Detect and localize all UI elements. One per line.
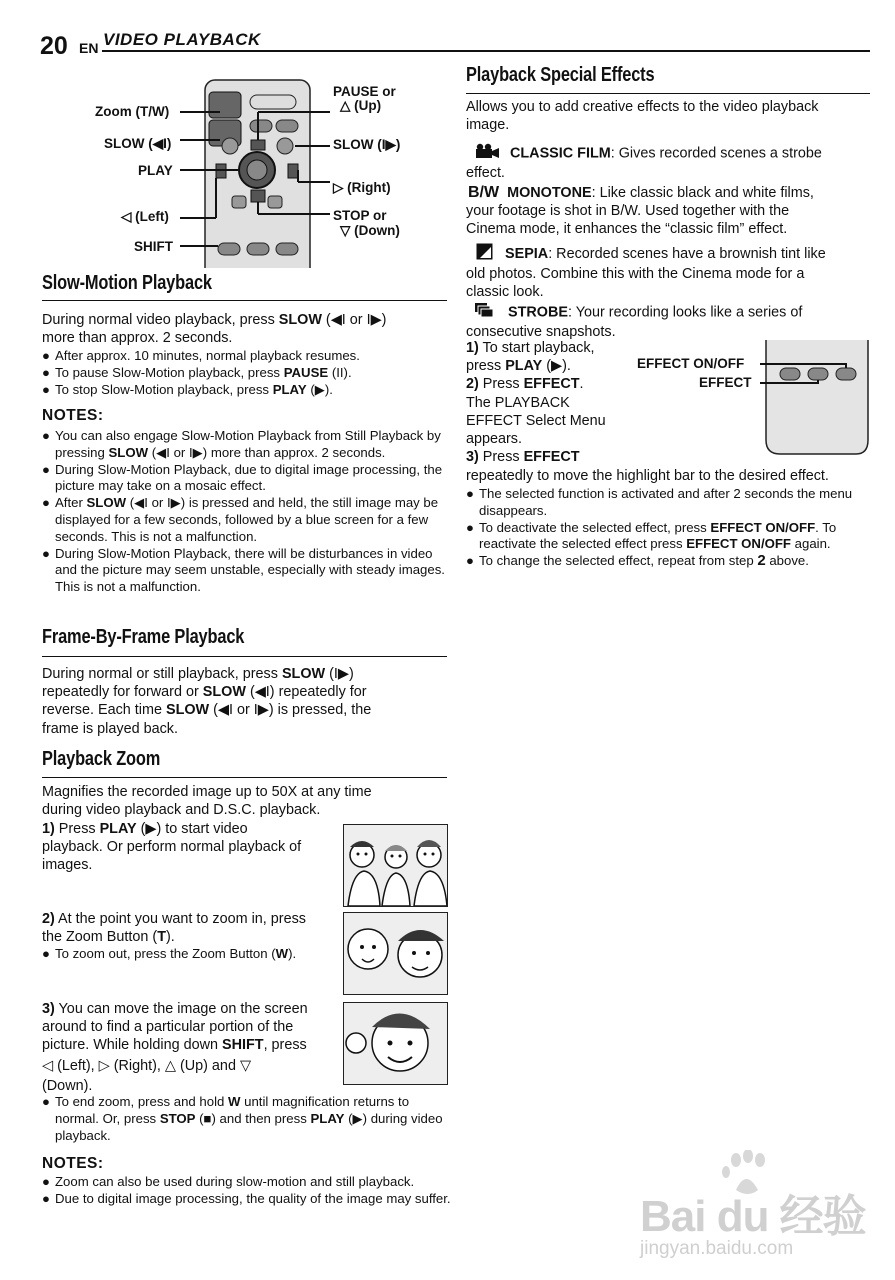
list-item: ● You can also engage Slow-Motion Playback from Still Playback by pressing SLOW (◀I or I▶) more than approx. 2 seconds. <box>42 428 441 460</box>
list-item: ● To pause Slow-Motion playback, press PAUSE (II). <box>42 364 352 380</box>
effect-remote-illustration <box>760 340 870 457</box>
section-title-slow-motion: Slow-Motion Playback <box>42 272 212 294</box>
zoom-step-2: 2) At the point you want to zoom in, press the Zoom Button (T). <box>42 911 306 946</box>
list-item: ● After SLOW (◀I or I▶) is pressed and held, the still image may be displayed for a few seconds, followed by a blue screen for a few seconds. This is not a malfunction. <box>42 495 439 544</box>
effect-remote-diagram <box>760 340 870 457</box>
film-camera-icon <box>474 143 500 164</box>
slow-motion-notes <box>42 428 447 596</box>
zoom-image-2 <box>343 912 448 995</box>
label-effect-onoff: EFFECT ON/OFF <box>637 356 745 371</box>
list-item: ● The selected function is activated and after 2 seconds the menu disappears. <box>466 486 853 518</box>
zoom-step-1: 1) Press PLAY (▶) to start video playback. Or perform normal playback of images. <box>42 821 302 874</box>
zoom-image-3 <box>343 1002 448 1085</box>
bw-icon: B/W <box>468 184 500 201</box>
sepia-icon <box>476 243 493 265</box>
divider <box>466 93 870 94</box>
zoom-step-2-bullet <box>42 946 342 963</box>
list-item: ● To deactivate the selected effect, press EFFECT ON/OFF. To reactivate the selected effect press EFFECT ON/OFF again. <box>466 519 837 552</box>
list-item: ● Due to digital image processing, the quality of the image may suffer. <box>42 1190 451 1206</box>
slow-motion-bullets <box>42 348 452 398</box>
zoom-step-3: 3) You can move the image on the screen around to find a particular portion of the picture. While holding down SHIFT, press ◁ (Left), ▷ (Right), △ (Up) and ▽ (Down). <box>42 1001 308 1094</box>
label-right: ▷ (Right) <box>333 180 391 195</box>
list-item: ● After approx. 10 minutes, normal playback resumes. <box>42 348 360 363</box>
strobe-steps: 1) To start playback, press PLAY (▶). 2) Press EFFECT. The PLAYBACK EFFECT Select Menu appears. 3) Press EFFECT <box>466 340 606 466</box>
label-stop: STOP or <box>333 208 387 223</box>
list-item: ● During Slow-Motion Playback, due to digital image processing, the picture may take on a mosaic effect. <box>42 461 443 494</box>
label-pause: PAUSE or <box>333 84 396 99</box>
effect-monotone: B/W MONOTONE: Like classic black and white films, your footage is shot in B/W. Used together with the Cinema mode, it enhances the “classic film” effect. <box>466 184 814 238</box>
effect-sepia: SEPIA: Recorded scenes have a brownish tint like old photos. Combine this with the Cinema mode for a classic look. <box>466 243 870 302</box>
section-header: VIDEO PLAYBACK <box>103 30 261 49</box>
list-item: ● During Slow-Motion Playback, there will be disturbances in video and the picture may seem unstable, especially with steady images. This is not a malfunction. <box>42 545 445 595</box>
page-number: 20 <box>40 32 68 60</box>
zoom-end-bullet <box>42 1094 452 1144</box>
section-title-frame-by-frame: Frame-By-Frame Playback <box>42 626 245 648</box>
label-zoom: Zoom (T/W) <box>95 104 170 119</box>
cartoon-closeup-image <box>344 1003 447 1084</box>
watermark <box>640 1150 880 1270</box>
label-left: ◁ (Left) <box>121 209 169 224</box>
frame-by-frame-text: During normal or still playback, press SLOW (I▶) repeatedly for forward or SLOW (◀I) repeatedly for reverse. Each time SLOW (◀I or I▶) is pressed, the frame is played back. <box>42 666 372 737</box>
list-item: ● To end zoom, press and hold W until magnification returns to normal. Or, press STOP (■) and then press PLAY (▶) during video playback. <box>42 1094 443 1143</box>
strobe-step-3-cont: repeatedly to move the highlight bar to the desired effect. <box>466 468 829 484</box>
slow-motion-intro: During normal video playback, press SLOW (◀I or I▶) more than approx. 2 seconds. <box>42 312 387 347</box>
label-down: ▽ (Down) <box>340 223 400 238</box>
zoom-notes <box>42 1174 452 1208</box>
cartoon-zoom-image <box>344 913 447 994</box>
list-item: ● Zoom can also be used during slow-motion and still playback. <box>42 1174 415 1189</box>
label-up: △ (Up) <box>340 98 382 113</box>
effects-bullets <box>466 486 876 570</box>
strobe-icon <box>474 302 496 323</box>
divider <box>42 656 447 657</box>
effects-intro: Allows you to add creative effects to the video playback image. <box>466 99 819 134</box>
language-code: EN <box>79 40 99 56</box>
label-slow-left: SLOW (◀I) <box>104 136 172 151</box>
divider <box>42 777 447 778</box>
zoom-image-1 <box>343 824 448 907</box>
list-item: ● To stop Slow-Motion playback, press PLAY (▶). <box>42 381 333 397</box>
effect-classic-film: CLASSIC FILM: Gives recorded scenes a strobe effect. <box>466 143 870 182</box>
divider <box>42 300 447 301</box>
list-item: ● To zoom out, press the Zoom Button (W). <box>42 946 297 961</box>
effect-strobe: STROBE: Your recording looks like a series of consecutive snapshots. <box>466 302 870 341</box>
list-item: ● To change the selected effect, repeat from step 2 above. <box>466 552 809 570</box>
label-slow-right: SLOW (I▶) <box>333 137 401 152</box>
watermark-url: jingyan.baidu.com <box>640 1238 794 1259</box>
cartoon-group-image <box>344 825 447 906</box>
notes-heading: NOTES: <box>42 407 104 424</box>
section-title-effects: Playback Special Effects <box>466 64 655 86</box>
label-shift: SHIFT <box>134 239 173 254</box>
watermark-brand: Bai du 经验 <box>640 1192 866 1241</box>
header-rule <box>102 50 870 52</box>
section-title-playback-zoom: Playback Zoom <box>42 748 161 770</box>
notes-heading: NOTES: <box>42 1155 104 1172</box>
label-effect: EFFECT <box>699 375 752 390</box>
zoom-intro: Magnifies the recorded image up to 50X at any time during video playback and D.S.C. playback. <box>42 784 372 819</box>
label-play: PLAY <box>138 163 173 178</box>
